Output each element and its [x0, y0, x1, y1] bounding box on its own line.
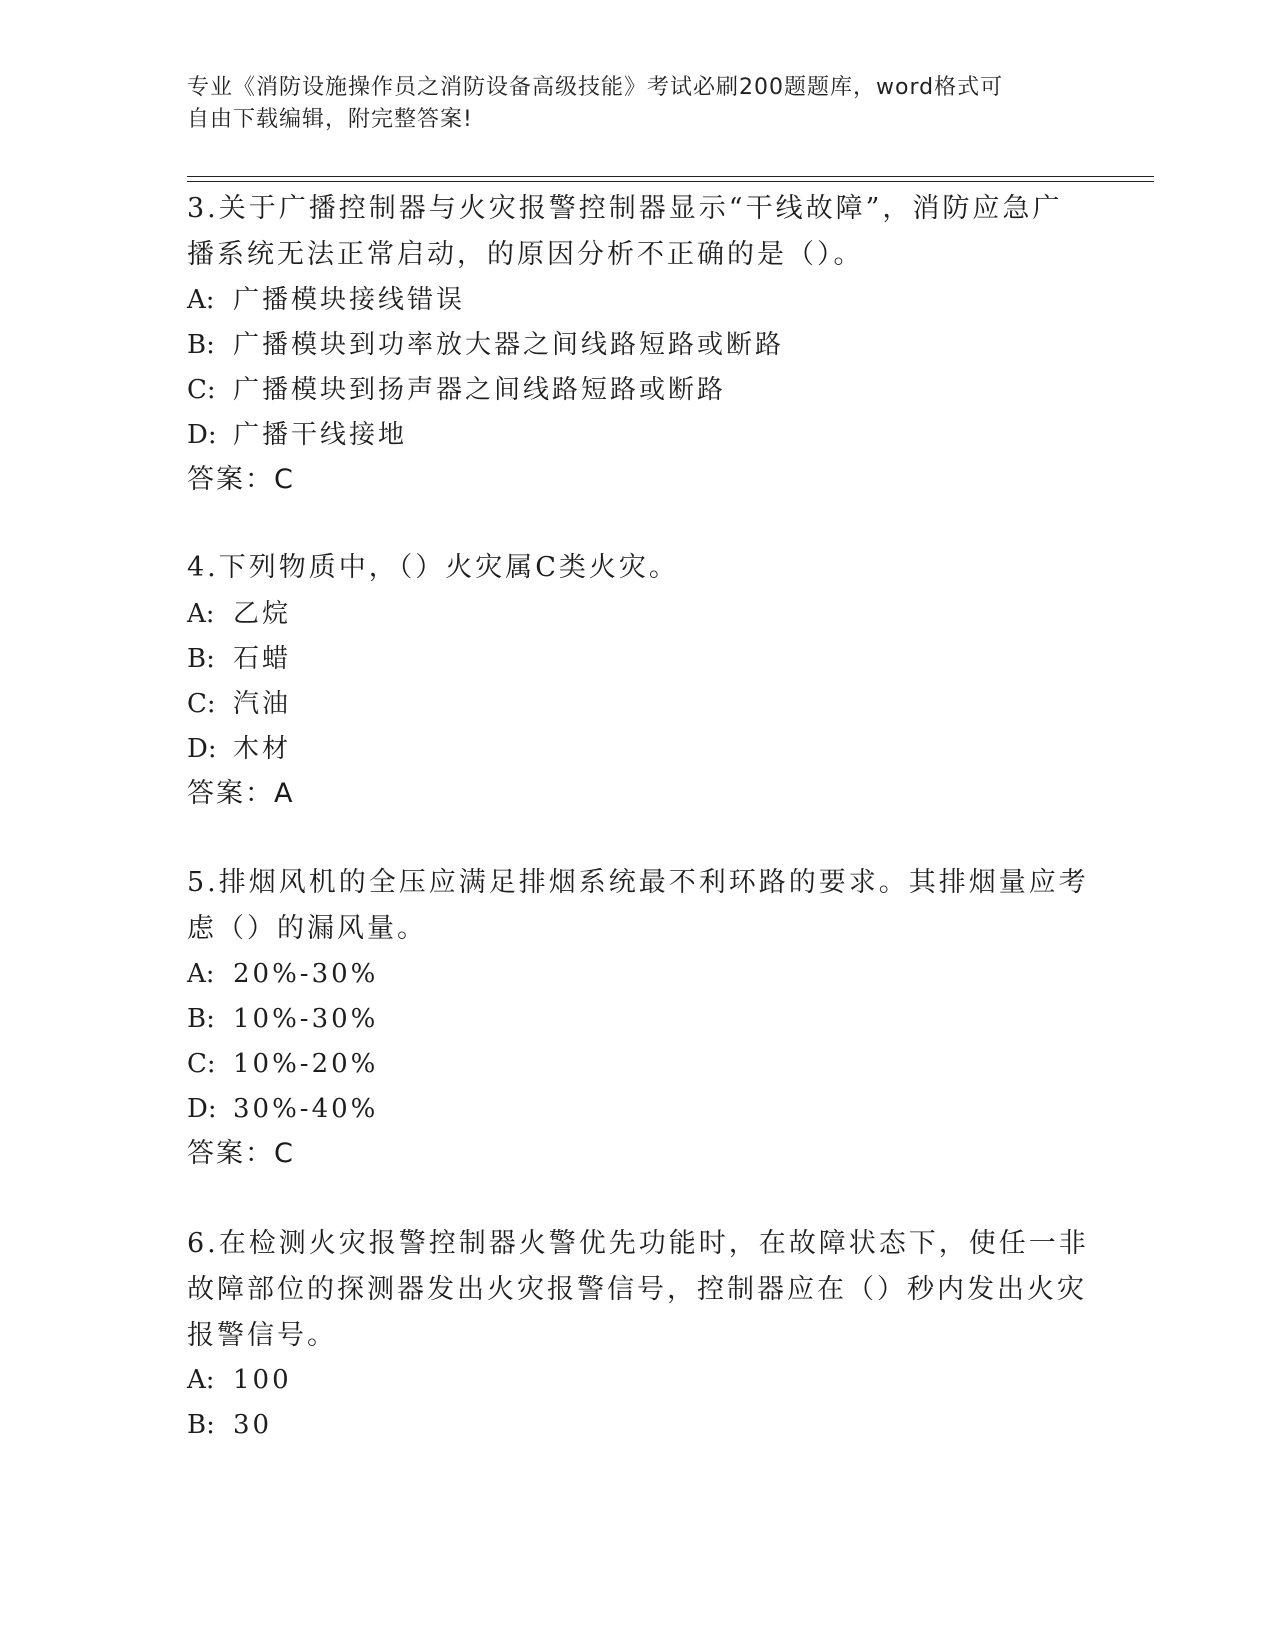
header-line-1: 专业《消防设施操作员之消防设备高级技能》考试必刷200题题库，word格式可	[187, 75, 1004, 100]
header-divider-top	[187, 176, 1154, 177]
question-3-option-a: A: 广播模块接线错误	[187, 285, 466, 315]
question-6-line-2: 故障部位的探测器发出火灾报警信号，控制器应在（）秒内发出火灾	[187, 1274, 1087, 1305]
question-5-line-1: 5.排烟风机的全压应满足排烟系统最不利环路的要求。其排烟量应考	[187, 867, 1089, 898]
question-5-answer: 答案：C	[187, 1138, 293, 1169]
question-6-line-3: 报警信号。	[187, 1320, 337, 1351]
question-5-option-c: C: 10%-20%	[187, 1049, 379, 1079]
question-5-option-a: A: 20%-30%	[187, 959, 379, 989]
question-3-text	[187, 186, 1067, 278]
document-header	[187, 72, 1067, 136]
question-3-option-c: C: 广播模块到扬声器之间线路短路或断路	[187, 375, 727, 405]
question-4-option-c: C: 汽油	[187, 689, 292, 719]
question-4-text	[187, 545, 1067, 591]
question-5-text	[187, 860, 1089, 952]
question-6-option-a: A: 100	[187, 1365, 292, 1395]
question-4-line-1: 4.下列物质中，（）火灾属C类火灾。	[187, 552, 679, 583]
header-line-2: 自由下载编辑，附完整答案!	[187, 107, 473, 132]
header-divider-bottom	[187, 181, 1154, 182]
question-4-option-d: D: 木材	[187, 734, 292, 764]
question-6-text	[187, 1221, 1089, 1359]
question-3-line-2: 播系统无法正常启动，的原因分析不正确的是（）。	[187, 239, 864, 270]
question-3-option-d: D: 广播干线接地	[187, 420, 408, 450]
question-4-option-b: B: 石蜡	[187, 644, 292, 674]
question-3-option-b: B: 广播模块到功率放大器之间线路短路或断路	[187, 330, 785, 360]
question-3-answer: 答案：C	[187, 464, 293, 495]
question-5-option-b: B: 10%-30%	[187, 1004, 379, 1034]
question-5-option-d: D: 30%-40%	[187, 1094, 379, 1124]
question-4-option-a: A: 乙烷	[187, 599, 292, 629]
question-6-line-1: 6.在检测火灾报警控制器火警优先功能时，在故障状态下，使任一非	[187, 1228, 1089, 1259]
question-3-line-1: 3.关于广播控制器与火灾报警控制器显示“干线故障”，消防应急广	[187, 193, 1063, 224]
question-4-answer: 答案：A	[187, 778, 293, 809]
question-5-line-2: 虑（）的漏风量。	[187, 913, 427, 944]
question-6-option-b: B: 30	[187, 1410, 273, 1440]
